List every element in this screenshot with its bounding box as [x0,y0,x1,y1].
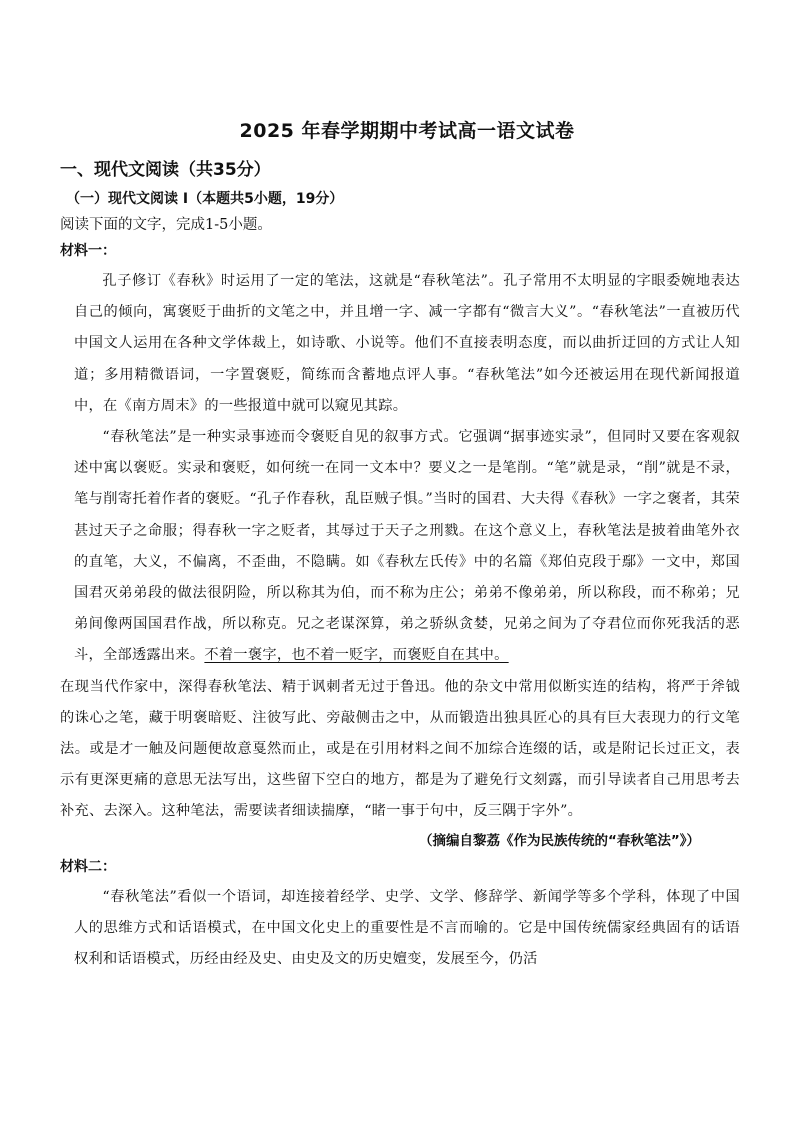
section-heading: 一、现代文阅读（共35分） [60,160,271,180]
paragraph-2-text: “春秋笔法”是一种实录事迹而令褒贬自见的叙事方式。它强调“据事迹实录”，但同时又要在客观叙述中寓以褒贬。实录和褒贬，如何统一在同一文本中？要义之一是笔削。“笔”就是录，“削”就是不录，笔与削寄托着作者的褒贬。“孔子作春秋，乱臣贼子惧。”当时的国君、大夫得《春秋》一字之褒者，其荣甚过天子之命服；得春秋一字之贬者，其辱过于天子之刑戮。在这个意义上，春秋笔法是披着曲笔外衣的直笔，大义，不偏离，不歪曲，不隐瞒。如《春秋左氏传》中的名篇《郑伯克段于鄢》一文中，郑国国君灭弟弟段的做法很阴险，所以称其为伯，而不称为庄公；弟弟不像弟弟，所以称段，而不称弟；兄弟间像两国国君作战，所以称克。兄之老谋深算，弟之骄纵贪婪，兄弟之间为了夺君位而你死我活的恶斗，全部透露出来。 [74,429,740,664]
subsection-heading: （一）现代文阅读 I（本题共5小题，19分） [66,191,344,207]
material-one-label: 材料一： [60,243,116,259]
material-one-paragraph-2 [74,422,740,672]
material-one-paragraph-1: 孔子修订《春秋》时运用了一定的笔法，这就是“春秋笔法”。孔子常用不太明显的字眼委婉地表达自己的倾向，寓褒贬于曲折的文笔之中，并且增一字、减一字都有“微言大义”。“春秋笔法”一直被历代中国文人运用在各种文学体裁上，如诗歌、小说等。他们不直接表明态度，而以曲折迂回的方式让人知道；多用精微语词，一字置褒贬，简练而含蓄地点评人事。“春秋笔法”如今还被运用在现代新闻报道中，在《南方周末》的一些报道中就可以窥见其踪。 [74,273,740,414]
material-one-paragraph-3: 在现当代作家中，深得春秋笔法、精于讽刺者无过于鲁迅。他的杂文中常用似断实连的结构，将严于斧钺的诛心之笔，藏于明褒暗贬、注彼写此、旁敲侧击之中，从而锻造出独具匠心的具有巨大表现力的行文笔法。或是才一触及问题便故意戛然而止，或是在引用材料之间不加综合连缀的话，或是附记长过正文，表示有更深更痛的意思无法写出，这些留下空白的地方，都是为了避免行文刻露，而引导读者自己用思考去补充、去深入。这种笔法，需要读者细读揣摩，“睹一事于句中，反三隅于字外”。 [60,678,740,820]
material-two-label: 材料二： [60,858,116,875]
underlined-sentence: 不着一褒字，也不着一贬字，而褒贬自在其中。 [204,647,509,664]
material-one-source: （摘编自黎荔《作为民族传统的“春秋笔法”》） [419,832,700,849]
material-two-paragraph-1: “春秋笔法”看似一个语词，却连接着经学、史学、文学、修辞学、新闻学等多个学科，体现了中国人的思维方式和话语模式，在中国文化史上的重要性是不言而喻的。它是中国传统儒家经典固有的话语权利和话语模式，历经由经及史、由史及文的历史嬗变，发展至今，仍活 [74,888,740,968]
reading-instruction: 阅读下面的文字，完成1-5小题。 [60,217,272,233]
exam-title: 2025 年春学期期中考试高一语文试卷 [239,120,575,142]
